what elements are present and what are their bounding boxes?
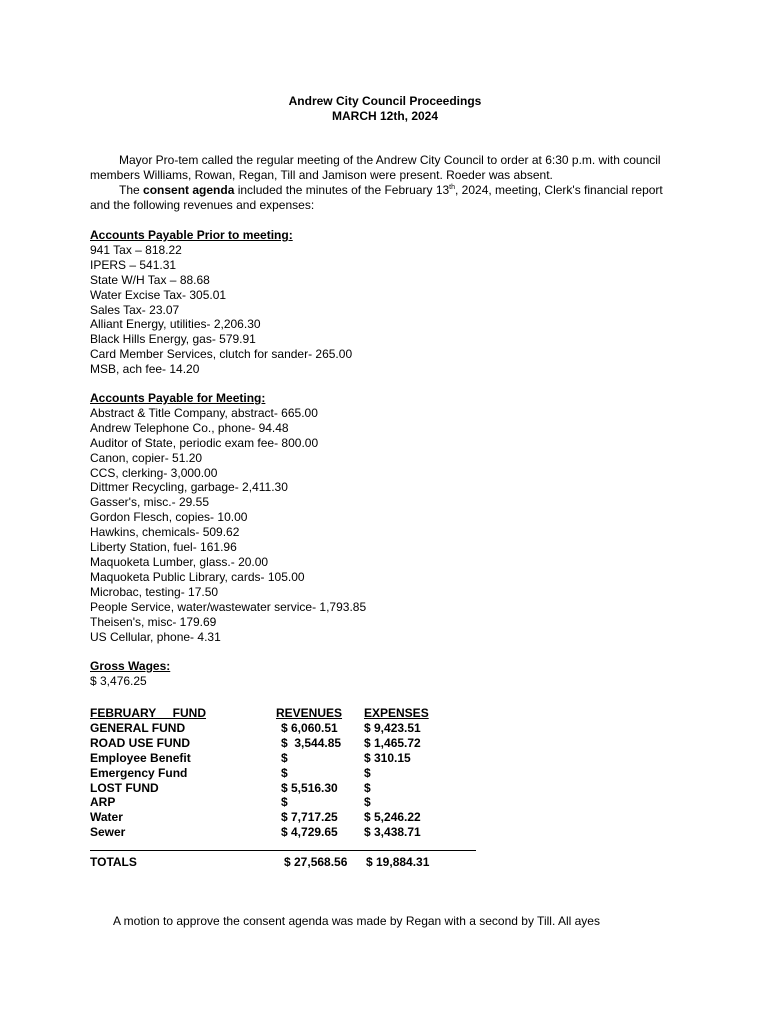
payable-item: Dittmer Recycling, garbage- 2,411.30 [90, 480, 288, 495]
fund-expense: $ [364, 795, 371, 810]
fund-table [90, 706, 464, 840]
fund-expense: $ [364, 765, 371, 780]
fund-row [90, 825, 464, 840]
payable-item: Andrew Telephone Co., phone- 94.48 [90, 420, 289, 435]
payable-item: Theisen's, misc- 179.69 [90, 614, 217, 629]
payable-item: Gordon Flesch, copies- 10.00 [90, 510, 248, 525]
fund-name: Sewer [90, 825, 126, 840]
fund-revenue: $ 4,729.65 [281, 825, 338, 840]
fund-row [90, 781, 464, 796]
totals-revenue: $ 27,568.56 [284, 855, 348, 869]
payable-item: MSB, ach fee- 14.20 [90, 362, 200, 377]
fund-revenue: $ [281, 765, 288, 780]
payable-item: Water Excise Tax- 305.01 [90, 287, 227, 302]
payable-item: IPERS – 541.31 [90, 257, 177, 272]
payable-item: Maquoketa Lumber, glass.- 20.00 [90, 554, 269, 569]
payable-prior-section [90, 228, 690, 377]
intro-paragraph [90, 153, 670, 213]
payable-item: Canon, copier- 51.20 [90, 450, 203, 465]
revenues-column-header: REVENUES [276, 706, 343, 720]
totals-divider [90, 850, 476, 851]
wages-heading: Gross Wages: [90, 659, 171, 673]
payable-item: State W/H Tax – 88.68 [90, 272, 210, 287]
wages-amount: $ 3,476.25 [90, 673, 147, 688]
fund-name: ARP [90, 795, 116, 810]
fund-expense: $ 9,423.51 [364, 720, 421, 735]
fund-row [90, 766, 464, 781]
ordinal-suffix: th [449, 184, 456, 191]
fund-name: Employee Benefit [90, 750, 191, 765]
payable-item: Black Hills Energy, gas- 579.91 [90, 332, 256, 347]
payable-meeting-list [90, 406, 690, 645]
document-header [0, 94, 770, 124]
payable-prior-heading: Accounts Payable Prior to meeting: [90, 228, 293, 242]
wages-section [90, 659, 690, 689]
fund-expense: $ 310.15 [364, 750, 411, 765]
fund-expense: $ 3,438.71 [364, 825, 421, 840]
document-date: MARCH 12th, 2024 [331, 109, 439, 123]
payable-item: Abstract & Title Company, abstract- 665.00 [90, 405, 318, 420]
expenses-column-header: EXPENSES [364, 706, 429, 720]
payable-item: Maquoketa Public Library, cards- 105.00 [90, 569, 305, 584]
fund-expense: $ 1,465.72 [364, 735, 421, 750]
fund-row [90, 736, 464, 751]
fund-revenue: $ 7,717.25 [281, 810, 338, 825]
payable-item: 941 Tax – 818.22 [90, 242, 182, 257]
fund-name: Emergency Fund [90, 765, 188, 780]
totals-expense: $ 19,884.31 [366, 855, 430, 869]
fund-name: LOST FUND [90, 780, 159, 795]
fund-row [90, 795, 464, 810]
consent-text-mid: included the minutes of the February 13 [234, 183, 450, 197]
fund-expense: $ [364, 780, 371, 795]
fund-table-header [90, 706, 464, 721]
consent-agenda-label: consent agenda [143, 183, 235, 197]
payable-meeting-section [90, 391, 690, 644]
fund-revenue: $ 5,516.30 [281, 780, 338, 795]
payable-item: Sales Tax- 23.07 [90, 302, 180, 317]
fund-row [90, 810, 464, 825]
payable-item: US Cellular, phone- 4.31 [90, 629, 221, 644]
fund-revenue: $ 3,544.85 [281, 735, 342, 750]
payable-item: CCS, clerking- 3,000.00 [90, 465, 218, 480]
payable-item: Hawkins, chemicals- 509.62 [90, 525, 240, 540]
payable-item: Microbac, testing- 17.50 [90, 584, 219, 599]
consent-text-post: , 2024, meeting, Clerk's financial report and the following revenues and expenses: [90, 183, 663, 212]
fund-row [90, 721, 464, 736]
fund-expense: $ 5,246.22 [364, 810, 421, 825]
payable-prior-list [90, 243, 690, 377]
totals-label: TOTALS [90, 855, 137, 869]
payable-item: Auditor of State, periodic exam fee- 800.00 [90, 435, 319, 450]
fund-revenue: $ 6,060.51 [281, 720, 338, 735]
payable-meeting-heading: Accounts Payable for Meeting: [90, 391, 266, 405]
fund-row [90, 751, 464, 766]
document-title: Andrew City Council Proceedings [288, 94, 482, 108]
fund-revenue: $ [281, 750, 288, 765]
fund-name: GENERAL FUND [90, 720, 186, 735]
payable-item: Alliant Energy, utilities- 2,206.30 [90, 317, 261, 332]
consent-text-pre: The [119, 183, 144, 197]
payable-item: People Service, water/wastewater service- 1,793.85 [90, 599, 367, 614]
fund-column-header: FEBRUARY FUND [90, 706, 207, 720]
payable-item: Gasser's, misc.- 29.55 [90, 495, 209, 510]
fund-name: Water [90, 810, 123, 825]
payable-item: Card Member Services, clutch for sander- 265.00 [90, 347, 353, 362]
payable-item: Liberty Station, fuel- 161.96 [90, 540, 237, 555]
fund-revenue: $ [281, 795, 288, 810]
motion-paragraph: A motion to approve the consent agenda was made by Regan with a second by Till. All ayes [113, 914, 600, 928]
fund-name: ROAD USE FUND [90, 735, 191, 750]
intro-text: Mayor Pro-tem called the regular meeting of the Andrew City Council to order at 6:30 p.m. with council members Williams, Rowan, Regan, Till and Jamison were present. Roeder was absent. [90, 153, 661, 182]
